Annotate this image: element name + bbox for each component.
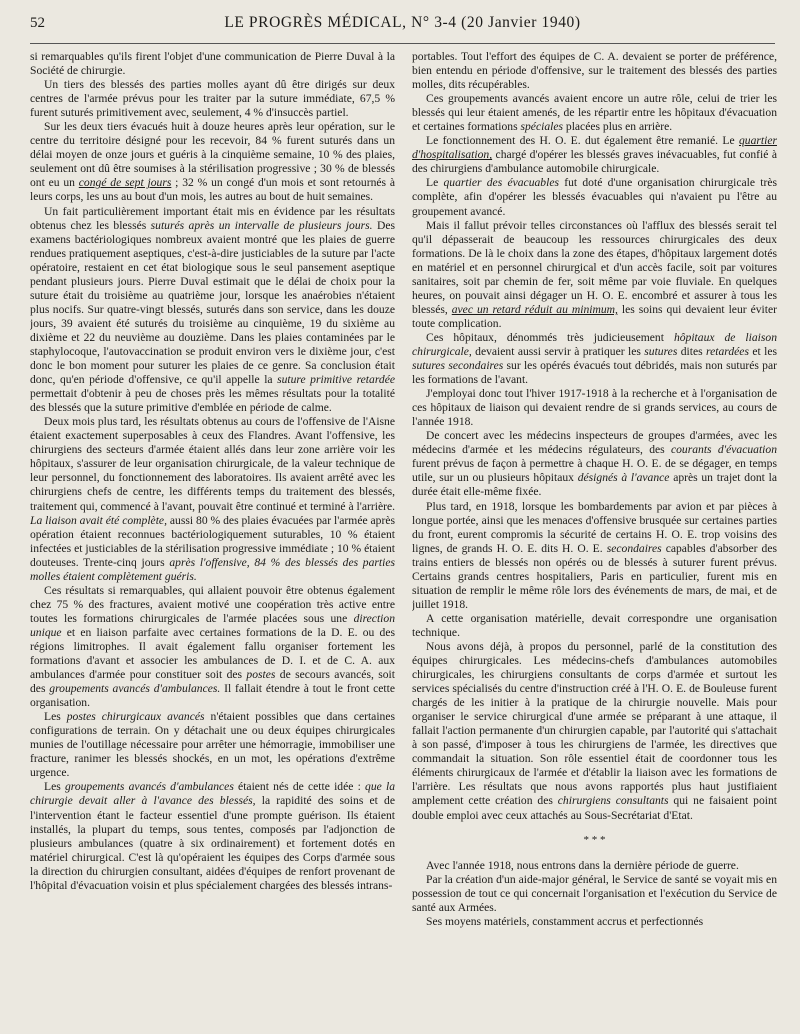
paragraph: Un fait particulièrement important était mis en évidence par les résultats obtenus chez les blessés suturés après un intervalle de plusieurs jours. Des examens bactériologiques nombreux avaient montré que les plaies de guerre rendues pratiquement aseptiques, c'est-à-dire justiciables de la suture par l'acte opératoire, restaient en cet état biologique sous le seul pansement aseptique pendant plusieurs jours. Pierre Duval estimait que le délai de choix pour la suture était du troisième au quatrième jour, lorsque les anaérobies n'étaient plus nocifs. Sur quatre-vingt blessés, suturés dans son service, dans les douze jours, 39 avaient été suturés du troisième au cinquième, 19 du sixième au dixième et 22 du neuvième au douzième. Dans les plaies contaminées par le staphylocoque, l'autovaccination se produit environ vers le dixième jour, c'est donc le bon moment pour suturer les plaies de ce genre. Sa conclusion était donc, qu'en période d'offensive, ce qu'il appelle la suture primitive retardée permettait d'obtenir à peu de choses près les mêmes résultats pour la totalité des blessés que la suture primitive d'emblée en période de calme.	[30, 204, 395, 415]
paragraph: Ces groupements avancés avaient encore un autre rôle, celui de trier les blessés qui leur étaient amenés, de les répartir entre les hôpitaux d'évacuation et certaines formations spéciales placées plus en arrière.	[412, 92, 777, 134]
paragraph: Ces hôpitaux, dénommés très judicieusement hôpitaux de liaison chirurgicale, devaient aussi servir à pratiquer les sutures dites retardées et les sutures secondaires sur les opérés évacués tout débridés, mais non suturés par les formations de l'avant.	[412, 330, 777, 387]
running-title: LE PROGRÈS MÉDICAL, N° 3-4 (20 Janvier 1940)	[224, 14, 581, 31]
paragraph: Un tiers des blessés des parties molles ayant dû être dirigés sur deux centres de l'armée prévus pour les traiter par la suture immédiate, 67,5 % furent suturés primitivement avec, seulement, 4 % d'insuccès partiel.	[30, 78, 395, 120]
paragraph: portables. Tout l'effort des équipes de C. A. devaient se porter de préférence, bien entendu en période d'offensive, sur le traitement des blessés des parties molles, dits récupérables.	[412, 50, 777, 92]
paragraph: Plus tard, en 1918, lorsque les bombardements par avion et par pièces à longue portée, ainsi que les menaces d'offensive brusquée sur certaines parties du front, eurent compromis la sécurité de certains H. O. E. trop voisins des lignes, de grands H. O. E. dits H. O. E. secondaires capables d'absorber des trains entiers de blessés non opérés ou de blessés à suturer furent prévus. Certains grands centres hospitaliers, Paris en particulier, furent mis en situation de remplir le même rôle lors des événements de mars, de mai, et de juillet 1918.	[412, 499, 777, 611]
header-rule	[30, 43, 775, 44]
paragraph: Le quartier des évacuables fut doté d'une organisation chirurgicale très complète, afin d'opérer les blessés évacuables qui n'avaient pu l'être au groupement avancé.	[412, 176, 777, 218]
paragraph: Sur les deux tiers évacués huit à douze heures après leur opération, sur le centre du territoire désigné pour les recevoir, 84 % furent suturés dans un délai moyen de onze jours et guéris à la cinquième semaine, 10 % des plaies, seulement ont dû être soumises à la stérilisation progressive ; 30 % de blessés ont eu un congé de sept jours ; 32 % un congé d'un mois et sont retournés à leurs corps, les uns au bout d'un mois, les autres au bout de huit semaines.	[30, 120, 395, 204]
paragraph: Ces résultats si remarquables, qui allaient pouvoir être obtenus également chez 75 % des fractures, avaient motivé une coopération très active entre toutes les formations chirurgicales de l'armée placées sous une direction unique et en liaison parfaite avec certaines formations de la D. E. ou des régions limitrophes. Il avait également fallu organiser fortement les formations d'avant et associer les ambulances de D. I. et de C. A. aux ambulances d'armée pour constituer soit des postes de secours avancés, soit des groupements avancés d'ambulances. Il fallait étendre à tout le front cette organisation.	[30, 583, 395, 710]
paragraph: Les groupements avancés d'ambulances étaient nés de cette idée : que la chirurgie devait aller à l'avance des blessés, la rapidité des soins et de l'intervention étant le facteur essentiel d'une prompte guérison. Ils étaient installés, la plupart du temps, sous tentes, composés par l'adjonction de plusieurs ambulances (quatre à six ordinairement) et fortement dotés en matériel chirurgical. C'est là qu'opéraient les équipes des Corps d'armée sous la direction du chirurgien consultant, aidées d'équipes de renfort provenant de l'hôpital d'évacuation voisin et plus spécialement chargées des blessés intrans-	[30, 780, 395, 892]
paragraph: Nous avons déjà, à propos du personnel, parlé de la constitution des équipes chirurgicales. Les médecins-chefs d'ambulances automobiles chirurgicales, les chirurgiens consultants de corps d'armée et surtout les services spécialisés du centre d'instruction créé à l'H. O. E. de Bouleuse furent chargés de les initier à la pratique de la chirurgie nouvelle. Mais pour organiser le service chirurgical d'une armée se préparant à une attaque, il fallait l'action permanente d'un chirurgien capable, par l'autorité qui s'attachait à son passé, d'imposer à tous les chirurgiens de l'armée, les directives que commandait la situation. Son rôle essentiel était de coordonner tous les éléments chirurgicaux de l'armée et d'établir la liaison avec les formations de l'arrière. Les résultats que nous avons rapportés plus haut justifiaient amplement cette création des chirurgiens consultants qui ne faisaient point double emploi avec ceux attachés au Sous-Secrétariat d'Etat.	[412, 639, 777, 822]
paragraph: Le fonctionnement des H. O. E. dut également être remanié. Le quartier d'hospitalisation, chargé d'opérer les blessés graves inévacuables, fut confié à des chirurgiens d'ambulance automobile chirurgicale.	[412, 134, 777, 176]
paragraph: Ses moyens matériels, constamment accrus et perfectionnés	[426, 914, 704, 928]
section-separator: * * *	[583, 833, 606, 846]
running-header	[30, 14, 775, 40]
paragraph: si remarquables qu'ils firent l'objet d'une communication de Pierre Duval à la Société de chirurgie.	[30, 50, 395, 78]
paragraph: Mais il fallut prévoir telles circonstances où l'afflux des blessés serait tel qu'il dépasserait de beaucoup les ressources chirurgicales des deux formations. De là le choix dans la zone des étapes, d'hôpitaux largement dotés en matériel et en personnel chirurgical et d'un accès facile, soit par voitures sanitaires, soit par chemin de fer, soit même par voie fluviale. En quelques heures, on pouvait ainsi dégager un H. O. E. encombré et assurer à tous les blessés, avec un retard réduit au minimum, les soins qui devaient leur éviter toute complication.	[412, 218, 777, 330]
paragraph: Les postes chirurgicaux avancés n'étaient possibles que dans certaines configurations de terrain. On y détachait une ou deux équipes chirurgicales munies de l'outillage nécessaire pour arrêter une hémorragie, immobiliser une fracture, ranimer les blessés shockés, en un mot, les opérations d'extrême urgence.	[30, 710, 395, 780]
paragraph: Avec l'année 1918, nous entrons dans la dernière période de guerre.	[426, 858, 739, 872]
page-number: 52	[30, 15, 45, 31]
paragraph: Par la création d'un aide-major général, le Service de santé se voyait mis en possession de tout ce qui concernait l'organisation et l'exécution du Service de santé aux Armées.	[412, 872, 777, 914]
paragraph: De concert avec les médecins inspecteurs de groupes d'armées, avec les médecins d'armée et les médecins régulateurs, des courants d'évacuation furent prévus de façon à permettre à chaque H. O. E. de se dégager, en temps utile, sur un ou plusieurs hôpitaux désignés à l'avance après un trajet dont la durée était elle-même fixée.	[412, 429, 777, 499]
left-column	[30, 50, 395, 1028]
paragraph: A cette organisation matérielle, devait correspondre une organisation technique.	[412, 611, 777, 639]
right-column	[412, 50, 777, 1028]
paragraph: J'employai donc tout l'hiver 1917-1918 à la recherche et à l'organisation de ces hôpitaux de liaison qui devaient rendre de si grands services, au cours de l'année 1918.	[412, 387, 777, 429]
paragraph: Deux mois plus tard, les résultats obtenus au cours de l'offensive de l'Aisne étaient exactement superposables à ceux des Flandres. Avant l'offensive, les chirurgiens des secteurs d'armée étaient allés dans leur zone arrière voir les hôpitaux, s'assurer de leur organisation chirurgicale, de la valeur technique de leur personnel, du fonctionnement des laboratoires. Ils avaient arrêté avec les chirurgiens chefs de centre, les différents temps du traitement des blessés, traitement qui, commencé à l'avant, pouvait être continué et terminé à l'arrière. La liaison avait été complète, aussi 80 % des plaies évacuées par l'armée après opération étaient reconnues bactériologiquement suturables, 10 % étaient infectées et justiciables de la stérilisation progressive immédiate ; 10 % étaient douteuses. Trente-cinq jours après l'offensive, 84 % des blessés des parties molles étaient complètement guéris.	[30, 415, 395, 583]
